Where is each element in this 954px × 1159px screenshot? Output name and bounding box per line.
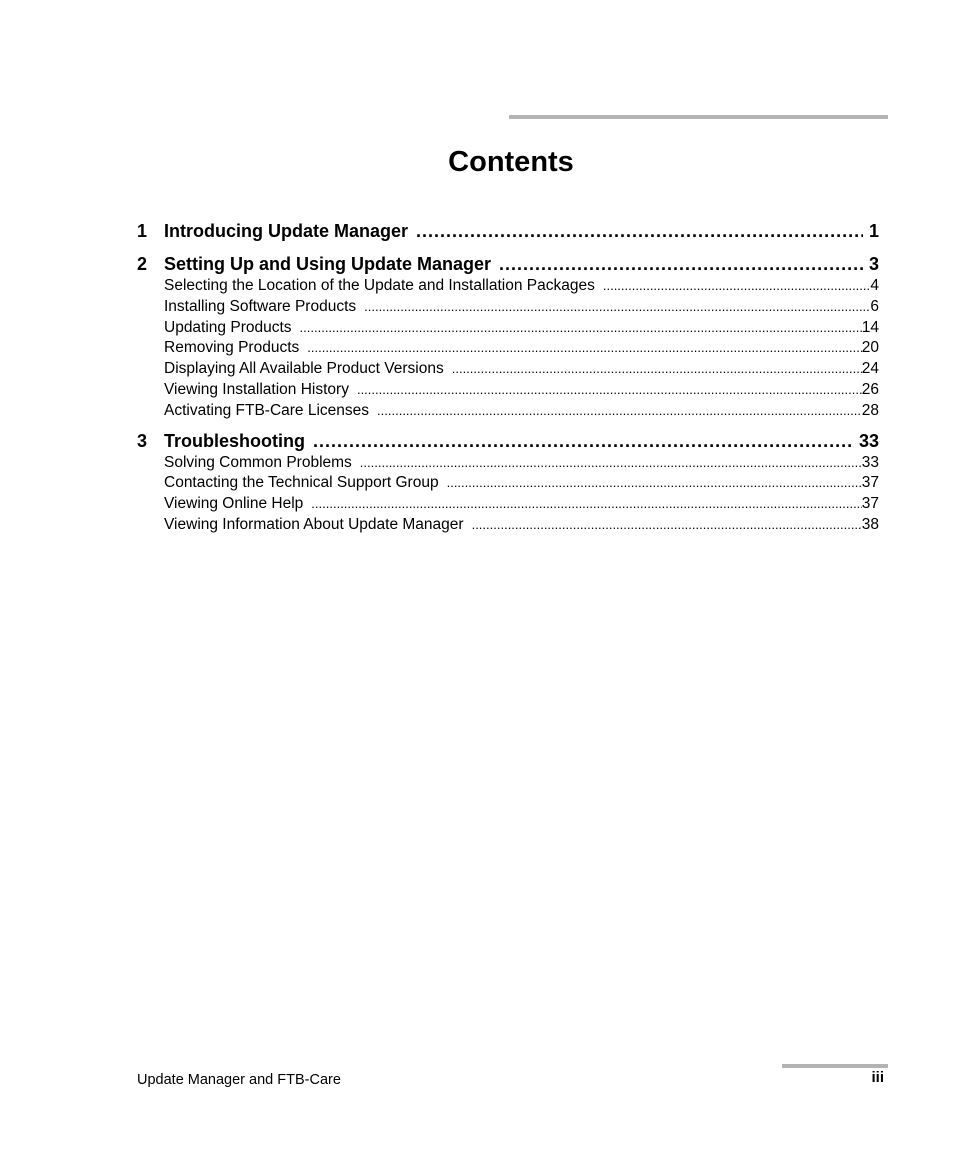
chapter-page-number: 1 (868, 221, 879, 241)
toc-chapter-2[interactable] (137, 252, 879, 276)
section-title: Updating Products (164, 318, 292, 336)
toc-section[interactable] (164, 318, 879, 339)
chapter-2-sections (164, 276, 879, 422)
page-title: Contents (448, 146, 574, 178)
chapter-number: 3 (137, 430, 148, 451)
chapter-title: Introducing Update Manager (164, 221, 409, 241)
footer-page-number: iii (871, 1069, 884, 1086)
table-of-contents (137, 219, 879, 536)
section-title: Displaying All Available Product Versions (164, 360, 444, 378)
section-page-number: 26 (861, 380, 879, 398)
toc-section[interactable] (164, 276, 879, 297)
dot-leader (307, 338, 861, 359)
dot-leader (472, 515, 862, 536)
header-rule (509, 115, 888, 119)
section-page-number: 38 (861, 515, 879, 533)
section-title: Selecting the Location of the Update and Installation Packages (164, 277, 595, 294)
toc-section[interactable] (164, 297, 879, 318)
chapter-number: 2 (137, 254, 148, 274)
section-title: Solving Common Problems (164, 453, 352, 471)
toc-chapter-1[interactable] (137, 219, 879, 243)
chapter-3-sections (164, 453, 879, 536)
dot-leader (447, 473, 862, 494)
chapter-page-number: 33 (858, 430, 879, 451)
dot-leader (377, 401, 862, 422)
section-page-number: 20 (861, 339, 879, 357)
dot-leader (603, 276, 871, 297)
section-title: Contacting the Technical Support Group (164, 474, 439, 492)
section-page-number: 37 (861, 474, 879, 492)
footer-rule (782, 1064, 888, 1068)
section-title: Viewing Installation History (164, 380, 349, 398)
chapter-title: Setting Up and Using Update Manager (164, 254, 492, 274)
dot-leader (364, 297, 870, 318)
toc-section[interactable] (164, 494, 879, 515)
toc-chapter-3[interactable] (137, 429, 879, 453)
toc-section[interactable] (164, 473, 879, 494)
dot-leader (357, 380, 862, 401)
section-page-number: 33 (861, 453, 879, 471)
toc-section[interactable] (164, 453, 879, 474)
toc-section[interactable] (164, 338, 879, 359)
section-page-number: 6 (870, 297, 879, 315)
section-title: Viewing Information About Update Manager (164, 515, 464, 533)
chapter-number: 1 (137, 221, 148, 241)
section-page-number: 37 (861, 495, 879, 513)
toc-section[interactable] (164, 401, 879, 422)
dot-leader (360, 453, 862, 474)
toc-section[interactable] (164, 359, 879, 380)
section-title: Installing Software Products (164, 297, 357, 315)
chapter-page-number: 3 (868, 254, 879, 274)
dot-leader (313, 429, 853, 453)
dot-leader (499, 252, 863, 276)
section-page-number: 4 (870, 277, 879, 294)
footer-document-title: Update Manager and FTB-Care (137, 1072, 341, 1088)
section-title: Viewing Online Help (164, 495, 304, 513)
dot-leader (311, 494, 861, 515)
section-page-number: 14 (861, 318, 879, 336)
section-title: Removing Products (164, 339, 300, 357)
toc-section[interactable] (164, 380, 879, 401)
dot-leader (300, 318, 862, 339)
dot-leader (416, 219, 863, 243)
toc-section[interactable] (164, 515, 879, 536)
section-page-number: 24 (861, 360, 879, 378)
section-page-number: 28 (861, 401, 879, 419)
dot-leader (452, 359, 862, 380)
section-title: Activating FTB-Care Licenses (164, 401, 370, 419)
chapter-title: Troubleshooting (164, 430, 305, 451)
